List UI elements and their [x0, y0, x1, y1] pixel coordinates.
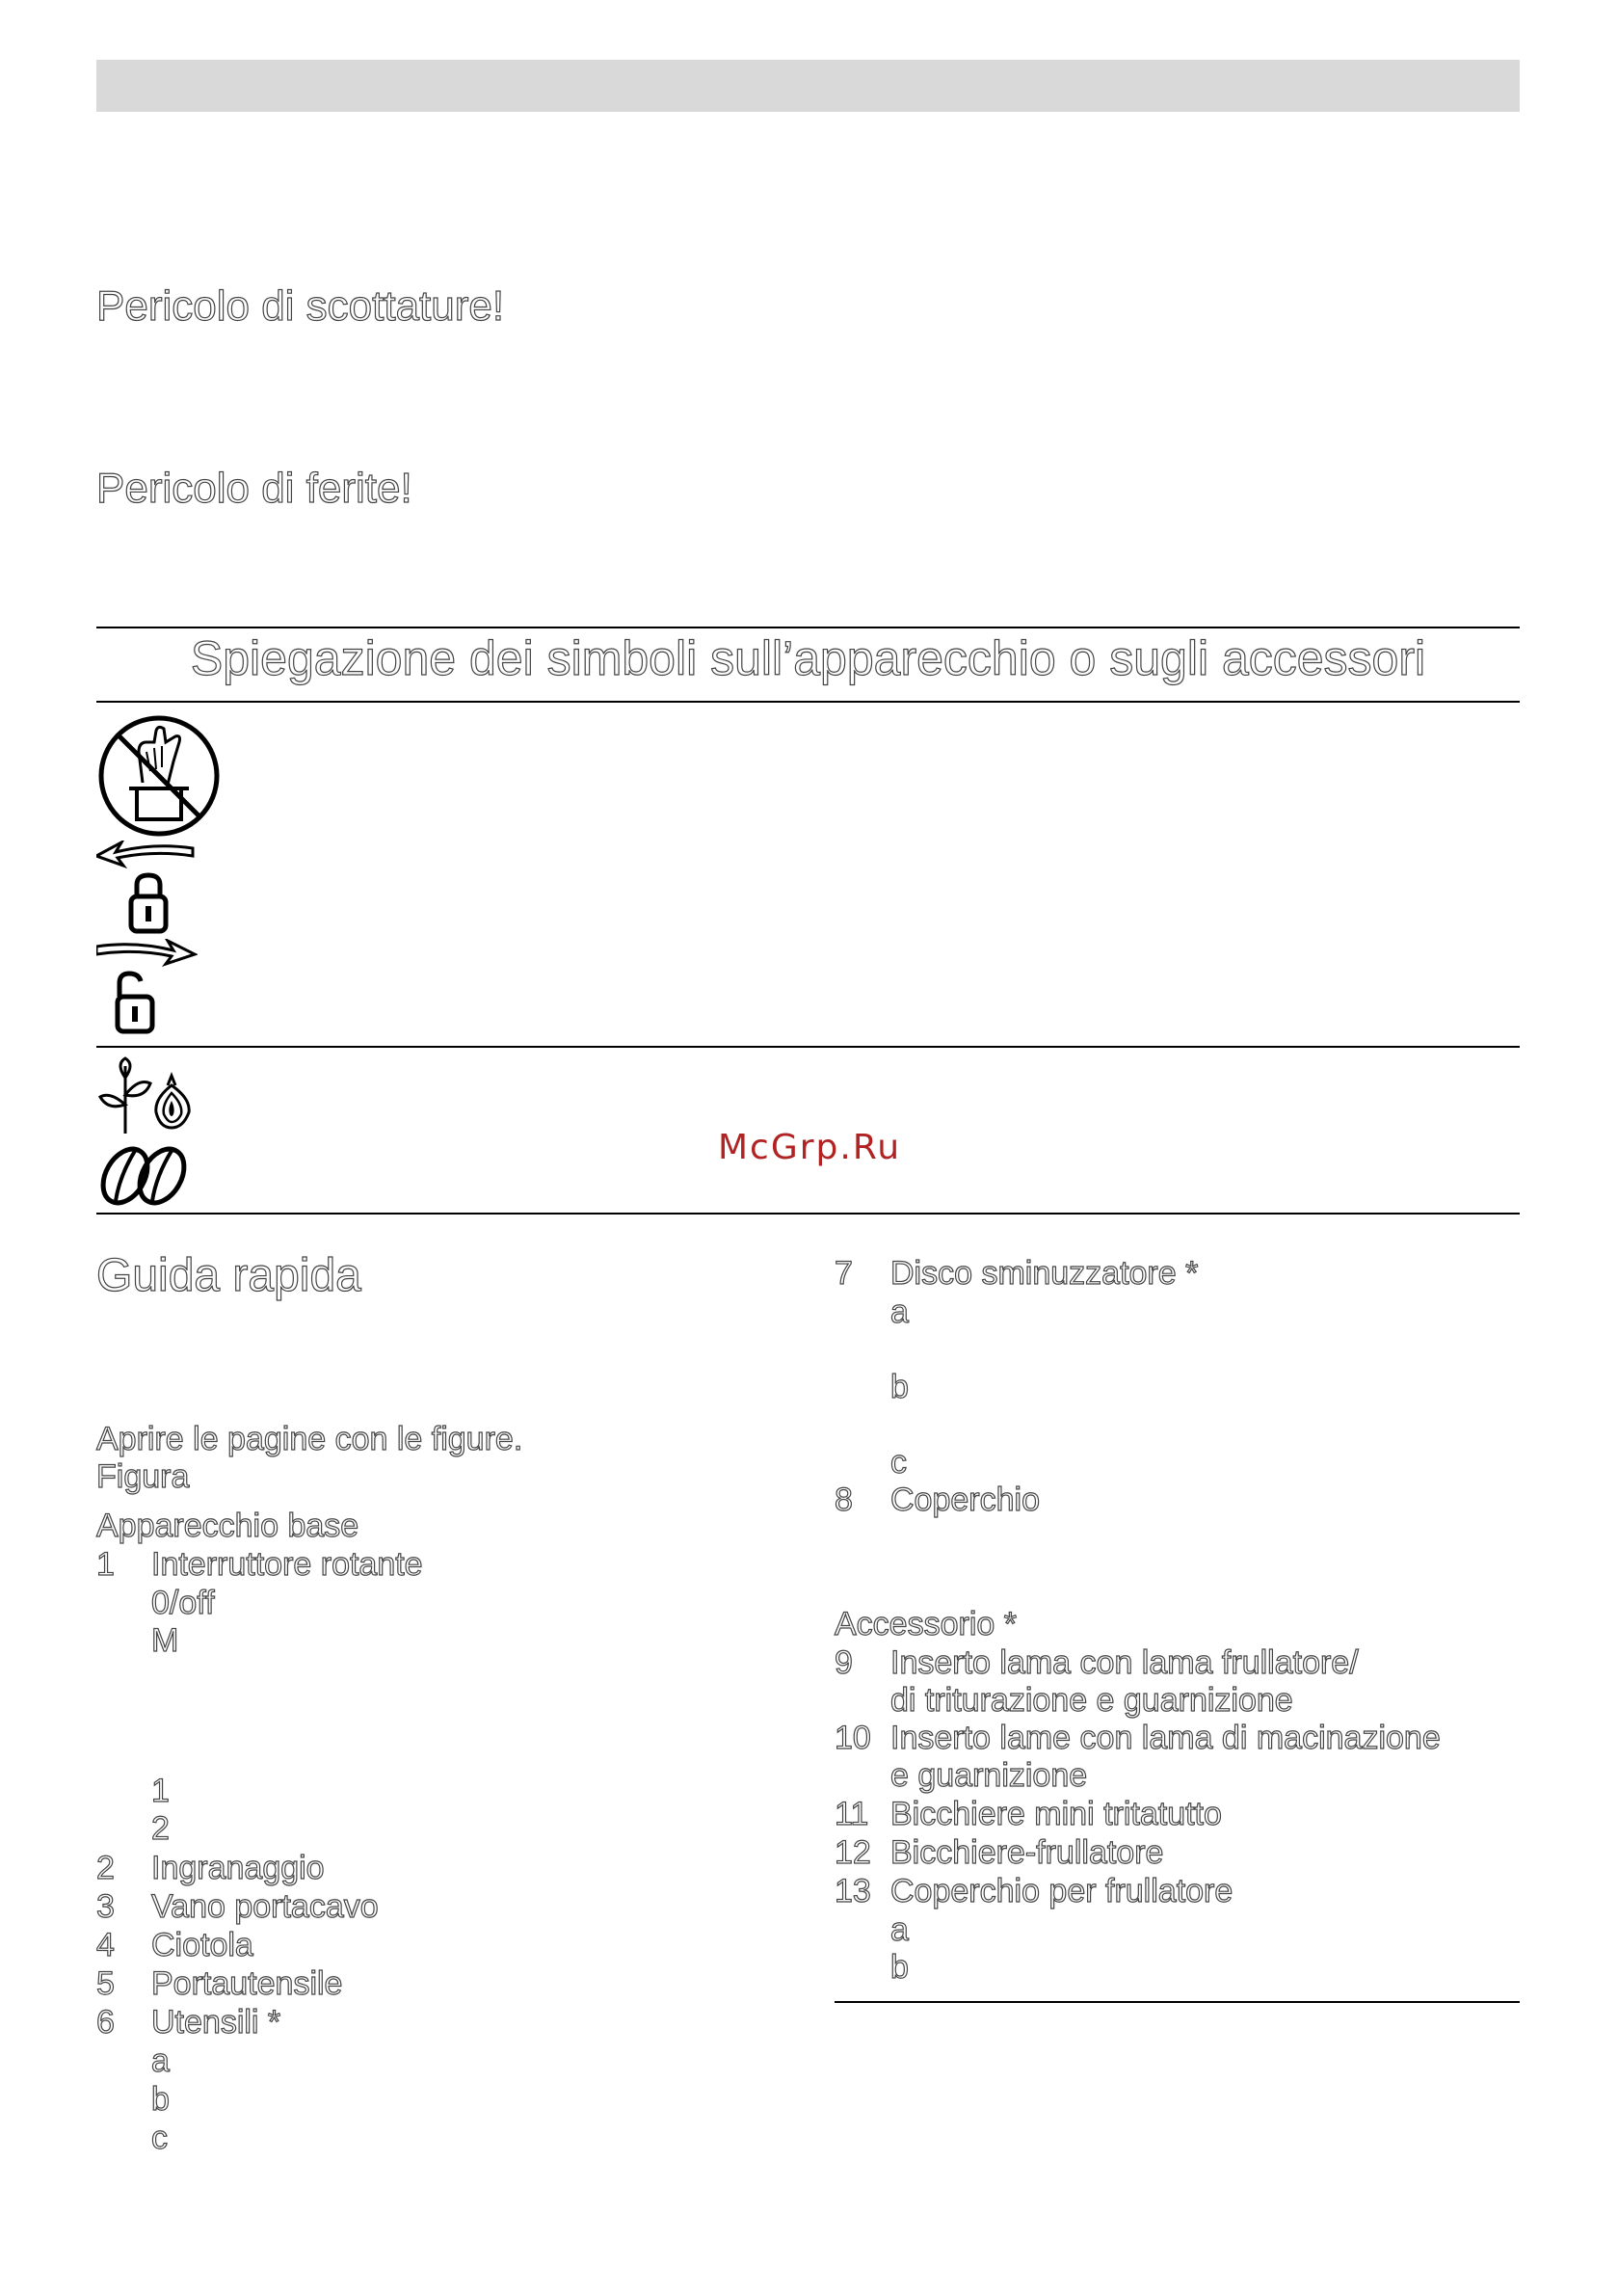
- item-text: Disco sminuzzatore *: [890, 1255, 1199, 1292]
- divider: [96, 1046, 1520, 1048]
- item-text: Vano portacavo: [151, 1888, 379, 1925]
- item-text: Ingranaggio: [151, 1850, 325, 1886]
- accessory-heading: Accessorio *: [835, 1606, 1017, 1642]
- item-text: Bicchiere mini tritatutto: [890, 1796, 1222, 1832]
- item-text: c: [151, 2120, 168, 2156]
- item-text: M: [151, 1622, 179, 1659]
- item-number: 13: [835, 1873, 871, 1909]
- item-text: Coperchio: [890, 1482, 1040, 1518]
- item-text: e guarnizione: [890, 1757, 1088, 1794]
- unlock-arrow-right-icon: [96, 939, 198, 1040]
- symbols-section-title: Spiegazione dei simboli sull’apparecchio o sugli accessori: [190, 631, 1426, 685]
- open-pages-instruction: Aprire le pagine con le figure.: [96, 1421, 523, 1457]
- item-text: 0/off: [151, 1585, 215, 1621]
- item-text: b: [890, 1369, 909, 1405]
- item-text: b: [151, 2081, 170, 2118]
- item-text: Inserto lame con lama di macinazione: [890, 1720, 1441, 1756]
- base-device-heading: Apparecchio base: [96, 1508, 359, 1544]
- item-text: Portautensile: [151, 1965, 343, 2002]
- item-text: Coperchio per frullatore: [890, 1873, 1233, 1909]
- item-text: Ciotola: [151, 1927, 253, 1963]
- item-number: 4: [96, 1927, 115, 1963]
- item-number: 8: [835, 1482, 853, 1518]
- item-text: Inserto lama con lama frullatore/: [890, 1644, 1359, 1681]
- burn-warning-heading: Pericolo di scottature!: [96, 282, 505, 330]
- header-bar: [96, 60, 1520, 112]
- item-text: Interruttore rotante: [151, 1546, 423, 1583]
- item-number: 3: [96, 1888, 115, 1925]
- herbs-onion-icon: [96, 1056, 202, 1135]
- figure-label: Figura: [96, 1458, 190, 1495]
- item-number: 5: [96, 1965, 115, 2002]
- divider: [835, 2001, 1520, 2003]
- item-number: 7: [835, 1255, 853, 1292]
- item-text: a: [151, 2042, 170, 2079]
- item-number: 11: [835, 1796, 869, 1832]
- lock-arrow-left-icon: [96, 841, 198, 937]
- divider: [96, 701, 1520, 703]
- divider: [96, 627, 1520, 628]
- item-number: 10: [835, 1720, 871, 1756]
- item-number: 12: [835, 1834, 871, 1871]
- item-text: 2: [151, 1810, 170, 1847]
- item-number: 1: [96, 1546, 115, 1583]
- item-text: a: [890, 1294, 909, 1330]
- item-text: di triturazione e guarnizione: [890, 1682, 1293, 1719]
- quick-guide-title: Guida rapida: [96, 1250, 361, 1301]
- item-text: Utensili *: [151, 2004, 281, 2041]
- injury-warning-heading: Pericolo di ferite!: [96, 465, 412, 512]
- item-text: b: [890, 1949, 909, 1986]
- item-number: 6: [96, 2004, 115, 2041]
- item-number: 2: [96, 1850, 115, 1886]
- coffee-beans-icon: [96, 1143, 193, 1209]
- item-text: a: [890, 1911, 909, 1948]
- item-text: 1: [151, 1773, 170, 1809]
- divider: [96, 1213, 1520, 1215]
- item-number: 9: [835, 1644, 853, 1681]
- no-hand-in-bowl-icon: [96, 713, 222, 839]
- watermark: McGrp.Ru: [718, 1128, 902, 1167]
- item-text: c: [890, 1444, 907, 1481]
- item-text: Bicchiere-frullatore: [890, 1834, 1164, 1871]
